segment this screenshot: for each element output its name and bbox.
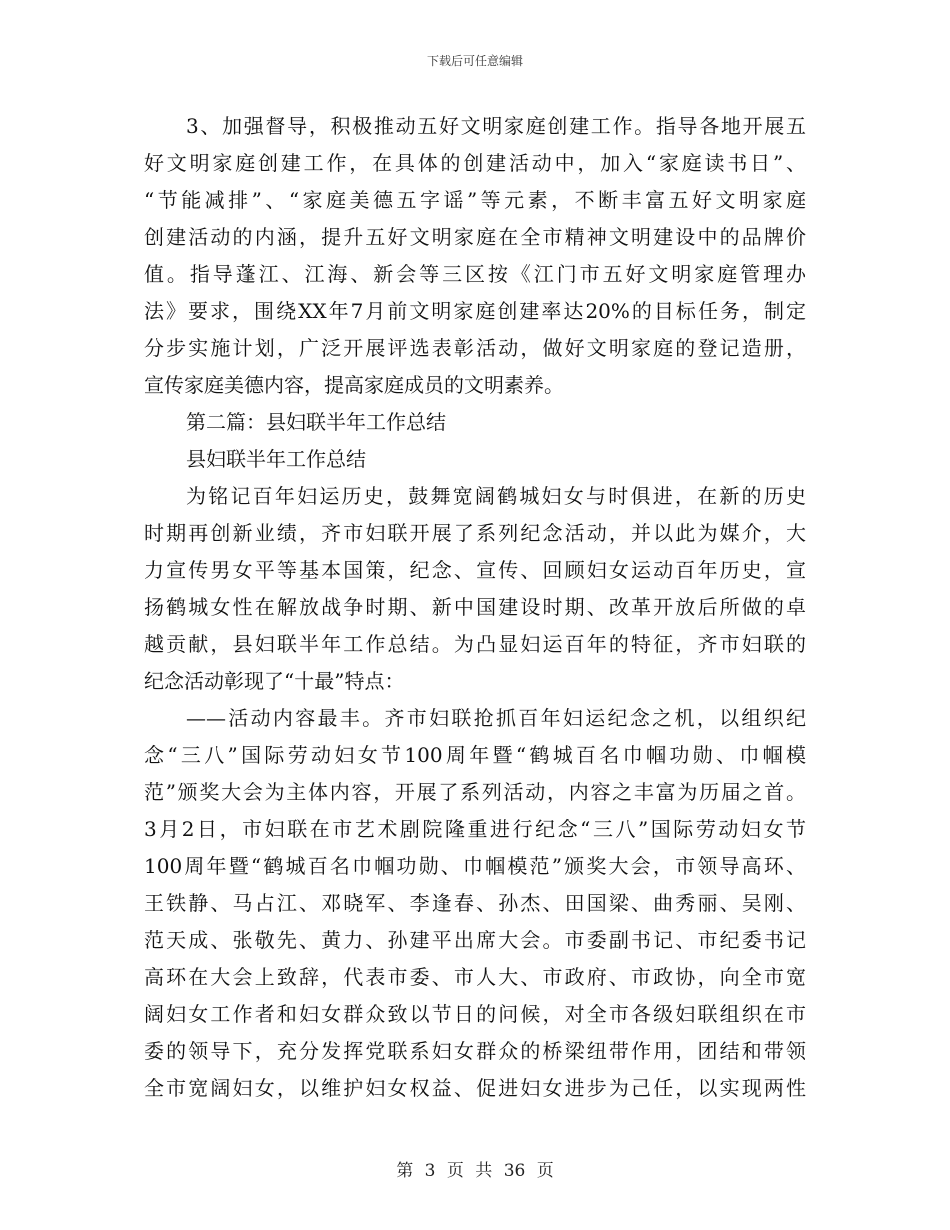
text-line: 好文明家庭创建工作，在具体的创建活动中，加入“家庭读书日”、 [144,151,806,175]
footer-page-word: 页 [446,1161,464,1181]
footer-total-word: 共 [475,1161,493,1181]
text-line: 王铁静、马占江、邓晓军、李逢春、孙杰、田国梁、曲秀丽、吴刚、 [144,891,806,915]
text-line: 力宣传男女平等基本国策，纪念、宣传、回顾妇女运动百年历史，宣 [144,558,806,582]
page-header: 下载后可任意编辑 [426,54,523,68]
text-line: 100周年暨“鹤城百名巾帼功勋、巾帼模范”颁奖大会，市领导高环、 [144,854,806,878]
page-footer [0,1156,950,1181]
document-title: 县妇联半年工作总结 [186,447,366,471]
text-line: 范”颁奖大会为主体内容，开展了系列活动，内容之丰富为历届之首。 [144,780,806,804]
text-line: ——活动内容最丰。齐市妇联抢抓百年妇运纪念之机，以组织纪 [186,706,806,730]
text-line: 3、加强督导，积极推动五好文明家庭创建工作。指导各地开展五 [186,114,806,138]
text-line: 分步实施计划，广泛开展评选表彰活动，做好文明家庭的登记造册， [144,336,806,360]
text-line: 值。指导蓬江、江海、新会等三区按《江门市五好文明家庭管理办 [144,262,806,286]
text-line: 念“三八”国际劳动妇女节100周年暨“鹤城百名巾帼功勋、巾帼模 [144,743,806,767]
text-line: 创建活动的内涵，提升五好文明家庭在全市精神文明建设中的品牌价 [144,225,806,249]
text-line: 扬鹤城女性在解放战争时期、新中国建设时期、改革开放后所做的卓 [144,595,806,619]
text-line: 为铭记百年妇运历史，鼓舞宽阔鹤城妇女与时俱进，在新的历史 [186,484,806,508]
section-title: 第二篇：县妇联半年工作总结 [186,410,446,434]
document-body [144,108,806,1107]
text-line: 3月2日，市妇联在市艺术剧院隆重进行纪念“三八”国际劳动妇女节 [144,817,806,841]
footer-prefix: 第 [396,1161,414,1181]
text-line: 高环在大会上致辞，代表市委、市人大、市政府、市政协，向全市宽 [144,965,806,989]
text-line: 越贡献，县妇联半年工作总结。为凸显妇运百年的特征，齐市妇联的 [144,632,806,656]
text-line: 阔妇女工作者和妇女群众致以节日的问候，对全市各级妇联组织在市 [144,1002,806,1026]
text-line: 委的领导下，充分发挥党联系妇女群众的桥梁纽带作用，团结和带领 [144,1039,806,1063]
text-line: 宣传家庭美德内容，提高家庭成员的文明素养。 [144,373,564,397]
current-page-number: 3 [424,1161,436,1181]
text-line: “节能减排”、“家庭美德五字谣”等元素，不断丰富五好文明家庭 [144,188,806,212]
total-page-count: 36 [503,1161,526,1181]
text-line: 法》要求，围绕XX年7月前文明家庭创建率达20%的目标任务，制定 [144,299,806,323]
text-line: 时期再创新业绩，齐市妇联开展了系列纪念活动，并以此为媒介，大 [144,521,806,545]
text-line: 全市宽阔妇女，以维护妇女权益、促进妇女进步为己任，以实现两性 [144,1076,806,1100]
footer-suffix: 页 [536,1161,554,1181]
text-line: 纪念活动彰现了“十最”特点： [144,669,405,693]
text-line: 范天成、张敬先、黄力、孙建平出席大会。市委副书记、市纪委书记 [144,928,806,952]
